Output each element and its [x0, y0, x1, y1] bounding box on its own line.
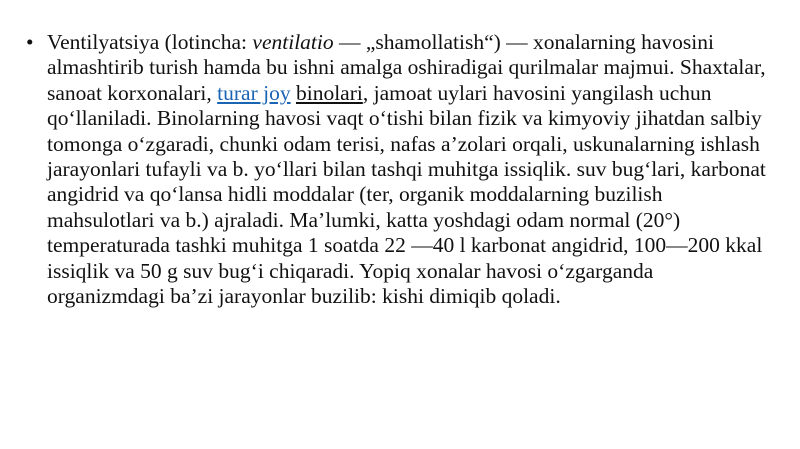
bullet-icon: • — [26, 30, 34, 54]
link-binolari[interactable]: binolari — [295, 80, 363, 105]
paragraph-text-intro: Ventilyatsiya (lotincha: — [47, 30, 253, 54]
bullet-list — [26, 30, 766, 309]
link-turar-joy[interactable]: turar joy — [217, 80, 291, 105]
paragraph-text-body: , jamoat uylari havosini yangilash uchun qo‘llaniladi. Binolarning havosi vaqt o‘tishi bilan fizik va kimyoviy jihatdan salbiy tomonga o‘zgaradi, chunki odam terisi, nafas a’zolari orqali, uskunalarning ishlash jarayonlari tufayli va b. yo‘llari bilan tashqi muhitga issiqlik. suv bug‘lari, karbonat angidrid va qo‘lansa hidli moddalar (ter, organik moddalarning buzilish mahsulotlari va b.) ajraladi. Ma’lumki, katta yoshdagi odam normal (20°) temperaturada tashki muhitga 1 soatda 22 —40 l karbonat angidrid, 100—200 kkal issiqlik va 50 g suv bug‘i chiqaradi. Yopiq xonalar havosi o‘zgarganda organizmdagi ba’zi jarayonlar buzilib: kishi dimiqib qoladi. — [47, 80, 766, 309]
bullet-item — [26, 30, 766, 309]
paragraph-text-definition: — „shamollatish“) — xonalarning havosini almashtirib turish hamda bu ishni amalga oshiradigai qurilmalar majmui. Shaxtalar, sanoat korxonalari, — [47, 30, 766, 105]
latin-term: ventilatio — [252, 30, 334, 54]
